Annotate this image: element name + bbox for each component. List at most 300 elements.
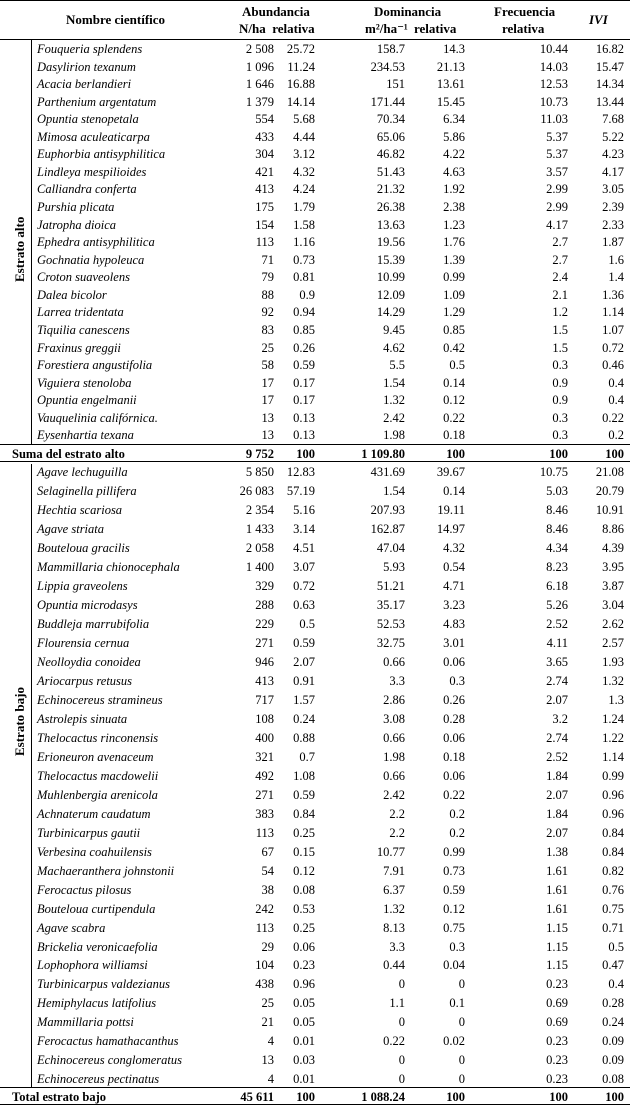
- species-name: Euphorbia antisyphilitica: [37, 147, 166, 162]
- species-name: Buddleja marrubifolia: [37, 616, 150, 631]
- table-header: [0, 0, 630, 40]
- dom-m2ha: 0.66: [383, 768, 405, 783]
- abund-nha: 17: [261, 375, 274, 390]
- dom-rel: 1.92: [443, 182, 465, 197]
- table-row: [0, 559, 630, 577]
- freq-rel: 8.23: [546, 559, 568, 574]
- ivi: 2.57: [602, 635, 624, 650]
- abund-rel: 0.88: [293, 730, 315, 745]
- table-row: [0, 111, 630, 129]
- ivi: 2.62: [602, 616, 624, 631]
- dom-m2ha: 2.42: [383, 410, 405, 425]
- header-ivi: IVI: [589, 12, 608, 27]
- dom-m2ha: 158.7: [376, 42, 405, 56]
- species-name: Brickelia veronicaefolia: [37, 939, 158, 954]
- ivi: 0.4: [608, 393, 624, 408]
- dom-m2ha: 0.66: [383, 730, 405, 745]
- abund-nha: 271: [255, 787, 274, 802]
- species-name: Agave scabra: [37, 920, 106, 935]
- ivi: 0.99: [602, 768, 624, 783]
- freq-rel: 2.07: [546, 787, 568, 802]
- header-dominancia-unit: m²/ha⁻¹: [365, 21, 408, 36]
- abund-rel: 1.08: [293, 768, 315, 783]
- dom-rel: 4.22: [443, 147, 465, 162]
- ivi: 1.14: [602, 749, 624, 764]
- dom-rel: 0.5: [449, 358, 465, 373]
- table-row: [0, 995, 630, 1013]
- ivi: 1.22: [602, 730, 624, 745]
- table-row: [0, 94, 630, 112]
- abund-rel: 4.51: [293, 540, 315, 555]
- table-row: [0, 749, 630, 767]
- freq-rel: 0.69: [546, 1015, 568, 1030]
- ivi: 4.39: [602, 540, 624, 555]
- species-name: Hemiphylacus latifolius: [37, 996, 157, 1011]
- total-dom-m2ha: 1 109.80: [361, 447, 405, 461]
- dom-m2ha: 2.86: [383, 692, 405, 707]
- dom-rel: 0.12: [443, 901, 465, 916]
- total-abund-rel: 100: [296, 1090, 315, 1104]
- freq-rel: 1.38: [546, 844, 568, 859]
- freq-rel: 1.5: [552, 340, 568, 355]
- table-row: [0, 483, 630, 501]
- species-name: Jatropha dioica: [37, 217, 117, 232]
- species-name: Opuntia engelmanii: [37, 393, 137, 408]
- table-row: [0, 768, 630, 786]
- abund-nha: 79: [261, 270, 274, 285]
- species-name: Dasylirion texanum: [37, 59, 136, 74]
- stratum-label-bajo: Estrato bajo: [12, 687, 27, 756]
- freq-rel: 1.5: [552, 322, 568, 337]
- freq-rel: 10.73: [539, 94, 568, 109]
- dom-rel: 19.11: [437, 502, 465, 517]
- ivi: 0.5: [608, 939, 624, 954]
- abund-nha: 113: [255, 235, 274, 250]
- dom-m2ha: 1.32: [383, 393, 405, 408]
- abund-nha: 946: [255, 654, 274, 669]
- abund-nha: 5 850: [245, 465, 274, 479]
- ivi: 0.96: [602, 787, 624, 802]
- freq-rel: 1.2: [552, 305, 568, 320]
- abund-nha: 13: [261, 410, 274, 425]
- header-abundancia-sub: N/ha relativa: [239, 21, 315, 36]
- table-row: [0, 1033, 630, 1051]
- table-row: [0, 427, 630, 445]
- freq-rel: 2.07: [546, 692, 568, 707]
- abund-rel: 3.12: [293, 147, 315, 162]
- dom-rel: 0.22: [443, 787, 465, 802]
- table-row: [0, 287, 630, 305]
- ivi: 1.4: [608, 270, 624, 285]
- ivi: 1.87: [602, 235, 624, 250]
- table-row: [0, 410, 630, 428]
- abund-nha: 54: [261, 863, 274, 878]
- table-row: [0, 521, 630, 539]
- ivi: 0.75: [602, 901, 624, 916]
- species-name: Muhlenbergia arenicola: [37, 787, 158, 802]
- ivi: 2.33: [602, 217, 624, 232]
- ivi: 0.4: [608, 375, 624, 390]
- dom-rel: 0.28: [443, 711, 465, 726]
- ivi: 0.96: [602, 806, 624, 821]
- abund-rel: 0.05: [293, 1015, 315, 1030]
- abund-nha: 304: [255, 147, 274, 162]
- species-name: Fouqueria splendens: [37, 42, 143, 56]
- total-abund-rel: 100: [296, 447, 315, 461]
- dom-m2ha: 0.22: [383, 1034, 405, 1049]
- abund-rel: 0.81: [293, 270, 315, 285]
- abund-rel: 4.24: [293, 182, 315, 197]
- abund-nha: 438: [255, 977, 274, 992]
- table-row: [0, 920, 630, 938]
- table-row: [0, 654, 630, 672]
- dom-m2ha: 1.98: [383, 749, 405, 764]
- table-row: [0, 976, 630, 994]
- table-row: [0, 711, 630, 729]
- abund-nha: 83: [261, 322, 274, 337]
- header-frecuencia: Frecuencia: [494, 4, 556, 19]
- abund-rel: 14.14: [286, 94, 315, 109]
- table-row: [0, 146, 630, 164]
- dom-rel: 2.38: [443, 200, 465, 215]
- dom-m2ha: 14.29: [376, 305, 405, 320]
- ivi: 15.47: [595, 59, 624, 74]
- abund-rel: 5.68: [293, 112, 315, 127]
- dom-rel: 0.06: [443, 730, 465, 745]
- bajo-total-row: [0, 1087, 630, 1105]
- freq-rel: 4.17: [546, 217, 568, 232]
- ivi: 21.08: [595, 465, 624, 479]
- dom-m2ha: 51.21: [376, 578, 405, 593]
- dom-rel: 0: [458, 977, 465, 992]
- table-row: [0, 59, 630, 77]
- freq-rel: 2.07: [546, 825, 568, 840]
- table-row: [0, 939, 630, 957]
- abund-nha: 1 096: [245, 59, 274, 74]
- species-name: Astrolepis sinuata: [37, 711, 128, 726]
- ivi: 1.6: [608, 252, 624, 267]
- dom-rel: 14.3: [443, 42, 465, 56]
- abund-nha: 58: [261, 358, 274, 373]
- ivi: 0.09: [602, 1053, 624, 1068]
- abund-rel: 0.91: [293, 673, 315, 688]
- abund-nha: 433: [255, 129, 274, 144]
- dom-m2ha: 1.1: [389, 996, 405, 1011]
- abund-nha: 25: [261, 996, 274, 1011]
- total-label: Suma del estrato alto: [12, 447, 125, 461]
- species-name: Forestiera angustifolia: [37, 358, 153, 373]
- dom-m2ha: 0: [398, 1015, 405, 1030]
- abund-nha: 113: [255, 825, 274, 840]
- table-row: [0, 164, 630, 182]
- table-row: [0, 199, 630, 217]
- abund-rel: 11.24: [287, 59, 315, 74]
- dom-m2ha: 32.75: [376, 635, 405, 650]
- table-row: [0, 41, 630, 59]
- abund-rel: 0.01: [293, 1072, 315, 1087]
- table-row: [0, 304, 630, 322]
- ivi: 7.68: [602, 112, 624, 127]
- species-name: Ferocactus hamathacanthus: [37, 1034, 179, 1049]
- species-name: Agave striata: [37, 521, 105, 536]
- ivi: 0.47: [602, 958, 624, 973]
- abund-nha: 13: [261, 428, 274, 443]
- abund-nha: 554: [255, 112, 274, 127]
- ivi: 1.32: [602, 673, 624, 688]
- freq-rel: 10.44: [539, 42, 568, 56]
- species-name: Opuntia microdasys: [37, 597, 138, 612]
- species-name: Neolloydia conoidea: [37, 654, 141, 669]
- dom-m2ha: 47.04: [376, 540, 405, 555]
- species-name: Verbesina coahuilensis: [37, 844, 152, 859]
- freq-rel: 2.74: [546, 730, 568, 745]
- freq-rel: 5.37: [546, 147, 568, 162]
- total-ivi: 100: [605, 1090, 624, 1104]
- freq-rel: 8.46: [546, 521, 568, 536]
- species-name: Larrea tridentata: [37, 305, 124, 320]
- table-row: [0, 1014, 630, 1032]
- ivi: 1.93: [602, 654, 624, 669]
- dom-m2ha: 5.5: [389, 358, 405, 373]
- species-name: Mammillaria pottsi: [37, 1015, 134, 1030]
- freq-rel: 1.61: [546, 882, 568, 897]
- ivi: 1.36: [602, 287, 624, 302]
- dom-m2ha: 52.53: [376, 616, 405, 631]
- abund-nha: 492: [255, 768, 274, 783]
- dom-rel: 0.22: [443, 410, 465, 425]
- total-ivi: 100: [605, 447, 624, 461]
- species-name: Parthenium argentatum: [37, 94, 157, 109]
- freq-rel: 5.37: [546, 129, 568, 144]
- dom-m2ha: 3.08: [383, 711, 405, 726]
- header-dominancia: Dominancia: [374, 4, 442, 19]
- table-row: [0, 129, 630, 147]
- freq-rel: 8.46: [546, 502, 568, 517]
- ivi: 1.24: [602, 711, 624, 726]
- freq-rel: 0.3: [552, 358, 568, 373]
- abund-nha: 413: [255, 182, 274, 197]
- species-name: Hechtia scariosa: [37, 502, 123, 517]
- abund-nha: 154: [255, 217, 274, 232]
- ivi: 3.05: [602, 182, 624, 197]
- ivi: 3.95: [602, 559, 624, 574]
- abund-nha: 175: [255, 200, 274, 215]
- dom-m2ha: 70.34: [376, 112, 405, 127]
- abund-nha: 229: [255, 616, 274, 631]
- freq-rel: 5.26: [546, 597, 568, 612]
- table-row: [0, 1052, 630, 1070]
- abund-rel: 1.57: [293, 692, 315, 707]
- species-name: Eysenhartia texana: [37, 428, 134, 443]
- dom-m2ha: 1.54: [383, 483, 405, 498]
- abund-rel: 0.17: [293, 393, 315, 408]
- freq-rel: 4.34: [546, 540, 568, 555]
- abund-rel: 0.13: [293, 428, 315, 443]
- dom-rel: 21.13: [436, 59, 465, 74]
- species-name: Bouteloua curtipendula: [37, 901, 156, 916]
- abund-rel: 0.26: [293, 340, 315, 355]
- table-row: [0, 635, 630, 653]
- abund-nha: 25: [261, 340, 274, 355]
- dom-m2ha: 26.38: [376, 200, 405, 215]
- table-row: [0, 76, 630, 94]
- freq-rel: 1.61: [546, 901, 568, 916]
- freq-rel: 4.11: [546, 635, 568, 650]
- dom-m2ha: 35.17: [376, 597, 405, 612]
- abund-rel: 5.16: [293, 502, 315, 517]
- ivi: 8.86: [602, 521, 624, 536]
- table-row: [0, 901, 630, 919]
- ivi: 16.82: [595, 42, 624, 56]
- freq-rel: 1.15: [546, 958, 568, 973]
- ivi: 0.09: [602, 1034, 624, 1049]
- abund-rel: 0.59: [293, 358, 315, 373]
- ivi: 0.46: [602, 358, 624, 373]
- dom-m2ha: 0: [398, 1072, 405, 1087]
- freq-rel: 5.03: [546, 483, 568, 498]
- ivi: 3.04: [602, 597, 624, 612]
- abund-rel: 0.13: [293, 410, 315, 425]
- freq-rel: 0.23: [546, 1072, 568, 1087]
- abund-nha: 717: [255, 692, 274, 707]
- dom-m2ha: 3.3: [389, 939, 405, 954]
- abund-nha: 21: [261, 1015, 274, 1030]
- abund-rel: 12.83: [286, 465, 315, 479]
- ivi: 5.22: [602, 129, 624, 144]
- freq-rel: 1.15: [546, 920, 568, 935]
- dom-m2ha: 151: [386, 77, 405, 92]
- dom-rel: 0.42: [443, 340, 465, 355]
- dom-m2ha: 0.66: [383, 654, 405, 669]
- abund-rel: 0.5: [299, 616, 315, 631]
- abund-rel: 0.08: [293, 882, 315, 897]
- dom-m2ha: 2.42: [383, 787, 405, 802]
- header-abundancia: Abundancia: [242, 4, 310, 19]
- abund-nha: 271: [255, 635, 274, 650]
- dom-rel: 6.34: [443, 112, 465, 127]
- species-name: Purshia plicata: [37, 200, 115, 215]
- freq-rel: 2.1: [552, 287, 568, 302]
- abund-rel: 4.44: [293, 129, 315, 144]
- abund-rel: 0.72: [293, 578, 315, 593]
- ivi: 2.39: [602, 200, 624, 215]
- table-row: [0, 375, 630, 393]
- header-species: Nombre científico: [66, 12, 166, 27]
- freq-rel: 0.3: [552, 428, 568, 443]
- freq-rel: 2.52: [546, 616, 568, 631]
- table-row: [0, 252, 630, 270]
- dom-rel: 0.59: [443, 882, 465, 897]
- freq-rel: 0.69: [546, 996, 568, 1011]
- species-name: Opuntia stenopetala: [37, 112, 139, 127]
- abund-rel: 0.94: [293, 305, 315, 320]
- freq-rel: 0.9: [552, 393, 568, 408]
- ivi: 0.72: [602, 340, 624, 355]
- dom-rel: 1.23: [443, 217, 465, 232]
- table-row: [0, 217, 630, 235]
- dom-m2ha: 21.32: [376, 182, 405, 197]
- table-row: [0, 844, 630, 862]
- dom-rel: 0.99: [443, 270, 465, 285]
- abund-rel: 0.25: [293, 825, 315, 840]
- table-row: [0, 540, 630, 558]
- dom-rel: 0.14: [443, 483, 465, 498]
- species-name: Achnaterum caudatum: [37, 806, 151, 821]
- abund-nha: 26 083: [239, 483, 274, 498]
- abund-nha: 4: [267, 1072, 274, 1087]
- abund-nha: 383: [255, 806, 274, 821]
- freq-rel: 0.23: [546, 977, 568, 992]
- alto-total-row: [0, 444, 630, 462]
- species-name: Lophophora williamsi: [37, 958, 148, 973]
- species-name: Thelocactus macdowelii: [37, 768, 159, 783]
- dom-rel: 0: [458, 1072, 465, 1087]
- table-row: [0, 181, 630, 199]
- dom-rel: 0: [458, 1053, 465, 1068]
- species-name: Agave lechuguilla: [37, 465, 128, 479]
- species-name: Turbinicarpus valdezianus: [37, 977, 170, 992]
- table-row: [0, 392, 630, 410]
- table-row: [0, 597, 630, 615]
- species-name: Fraxinus greggii: [37, 340, 121, 355]
- abund-nha: 2 508: [245, 42, 274, 56]
- freq-rel: 0.9: [552, 375, 568, 390]
- freq-rel: 10.75: [539, 465, 568, 479]
- dom-m2ha: 162.87: [370, 521, 405, 536]
- abund-rel: 3.07: [293, 559, 315, 574]
- abund-nha: 1 646: [245, 77, 274, 92]
- dom-m2ha: 7.91: [383, 863, 405, 878]
- table-row: [0, 616, 630, 634]
- freq-rel: 3.2: [552, 711, 568, 726]
- freq-rel: 14.03: [539, 59, 568, 74]
- abund-nha: 113: [255, 920, 274, 935]
- total-label: Total estrato bajo: [12, 1090, 106, 1104]
- abund-rel: 16.88: [286, 77, 315, 92]
- ivi: 0.2: [608, 428, 624, 443]
- dom-m2ha: 10.77: [376, 844, 405, 859]
- total-abund-nha: 9 752: [245, 447, 274, 461]
- abund-rel: 0.63: [293, 597, 315, 612]
- dom-m2ha: 234.53: [370, 59, 405, 74]
- abund-nha: 104: [255, 958, 274, 973]
- dom-m2ha: 10.99: [376, 270, 405, 285]
- table-row: [0, 322, 630, 340]
- abund-rel: 0.03: [293, 1053, 315, 1068]
- abund-rel: 0.01: [293, 1034, 315, 1049]
- total-abund-nha: 45 611: [240, 1090, 274, 1104]
- freq-rel: 1.84: [546, 768, 568, 783]
- freq-rel: 3.65: [546, 654, 568, 669]
- dom-rel: 0.26: [443, 692, 465, 707]
- abund-nha: 321: [255, 749, 274, 764]
- dom-rel: 0.18: [443, 749, 465, 764]
- abund-rel: 1.79: [293, 200, 315, 215]
- abund-rel: 0.06: [293, 939, 315, 954]
- dom-rel: 0.85: [443, 322, 465, 337]
- abund-nha: 288: [255, 597, 274, 612]
- dom-m2ha: 51.43: [376, 164, 405, 179]
- abund-rel: 0.53: [293, 901, 315, 916]
- total-freq-rel: 100: [549, 447, 568, 461]
- freq-rel: 2.7: [552, 252, 568, 267]
- species-name: Thelocactus rinconensis: [37, 730, 159, 745]
- abund-rel: 0.85: [293, 322, 315, 337]
- abund-nha: 421: [255, 164, 274, 179]
- abund-nha: 242: [255, 901, 274, 916]
- dom-rel: 39.67: [436, 465, 465, 479]
- dom-rel: 0.02: [443, 1034, 465, 1049]
